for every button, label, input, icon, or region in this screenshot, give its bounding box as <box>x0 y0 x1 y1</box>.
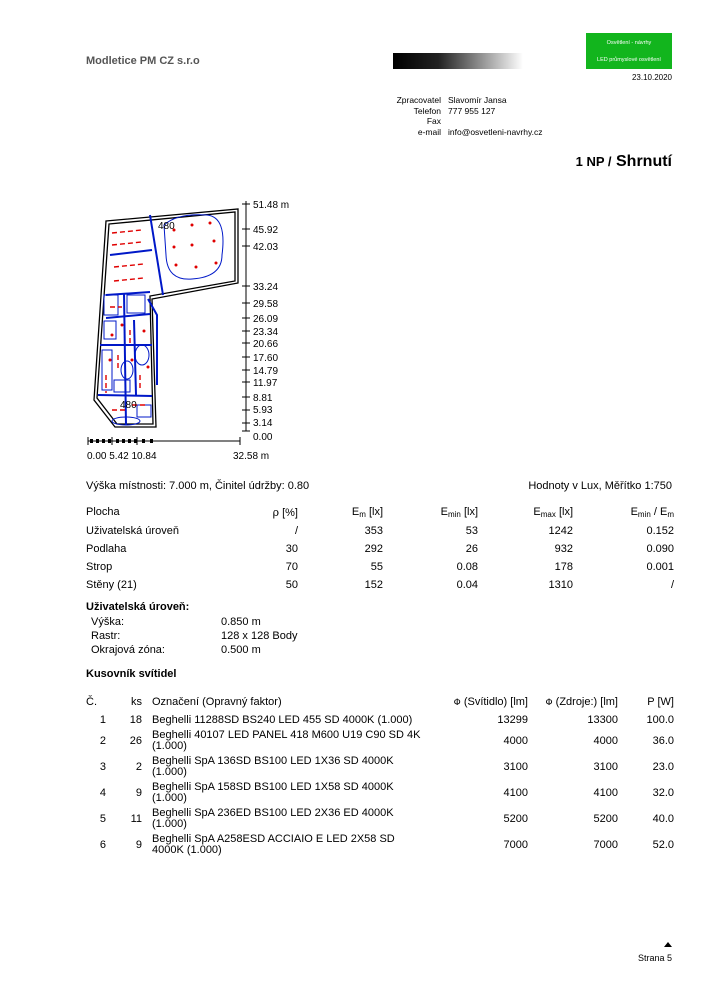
emin-sub: min <box>447 509 461 519</box>
col-em <box>298 502 383 522</box>
cell-zdroje: 5200 <box>593 813 618 825</box>
table-row <box>86 806 674 832</box>
page-title-main: Shrnutí <box>616 153 672 170</box>
em-symbol: E <box>351 505 360 518</box>
col-rho <box>236 502 298 522</box>
cell-ratio: 0.152 <box>646 525 674 537</box>
page-number: Strana 5 <box>637 953 672 963</box>
user-level-row <box>91 643 297 657</box>
results-header-row <box>86 502 674 522</box>
svitidlo-label: (Svítidlo) [lm] <box>463 696 528 708</box>
user-level-value: 0.850 m <box>221 616 261 628</box>
cell-rho: 70 <box>285 561 298 573</box>
vscale-label: 17.60 <box>253 353 279 364</box>
scroll-up-icon[interactable] <box>664 942 672 947</box>
emax-sub: max <box>540 509 556 519</box>
header-gradient-bar <box>393 53 523 69</box>
col-ratio <box>573 502 674 522</box>
zdroje-label: (Zdroje:) [lm] <box>555 696 618 708</box>
user-level-row <box>91 615 297 629</box>
cell-rho: 50 <box>285 579 298 591</box>
col-zdroje <box>528 692 618 712</box>
user-level-label: Rastr: <box>91 630 121 642</box>
cell-name: Beghelli SpA 136SD BS100 LED 1X36 SD 4000K (1.000) <box>152 755 394 778</box>
page-title <box>576 153 672 171</box>
cell-ks: 9 <box>135 839 142 851</box>
page-title-prefix: 1 NP / <box>575 154 612 169</box>
cell-name: Stěny (21) <box>86 579 137 591</box>
col-name: Označení (Opravný faktor) <box>152 696 282 708</box>
hscale-right-label: 32.58 m <box>233 451 270 462</box>
cell-name: Strop <box>86 561 113 573</box>
cell-svitidlo: 4100 <box>503 787 528 799</box>
cell-c: 6 <box>99 839 106 851</box>
floor-plan <box>82 195 312 465</box>
cell-svitidlo: 4000 <box>503 735 528 747</box>
contact-block <box>384 95 542 137</box>
user-level-label: Okrajová zóna: <box>91 644 165 656</box>
cell-svitidlo: 13299 <box>497 714 528 726</box>
cell-c: 1 <box>99 714 106 726</box>
cell-emin: 26 <box>465 543 478 555</box>
emax-unit: [lx] <box>558 505 573 518</box>
vscale-label: 0.00 <box>253 432 273 443</box>
cell-em: 292 <box>364 543 383 555</box>
vscale-label: 51.48 m <box>253 200 290 211</box>
vscale-label: 42.03 <box>253 242 279 253</box>
cell-p: 36.0 <box>652 735 674 747</box>
emax-symbol: E <box>533 505 541 518</box>
results-table <box>86 502 674 594</box>
table-row <box>86 780 674 806</box>
cell-p: 52.0 <box>652 839 674 851</box>
table-row <box>86 558 674 576</box>
vscale-label: 23.34 <box>253 327 279 338</box>
cell-name: Beghelli 11288SD BS240 LED 455 SD 4000K (1.000) <box>152 713 413 726</box>
cell-em: 152 <box>364 579 383 591</box>
ratio-sub-a: min <box>637 509 651 519</box>
cell-zdroje: 4000 <box>593 735 618 747</box>
contact-row-phone <box>384 106 542 117</box>
table-row <box>86 522 674 540</box>
luminaires-heading: Kusovník svítidel <box>86 668 177 680</box>
emin-unit: [lx] <box>463 505 478 518</box>
cell-ks: 2 <box>135 761 142 773</box>
cell-zdroje: 7000 <box>593 839 618 851</box>
cell-svitidlo: 5200 <box>503 813 528 825</box>
emin-symbol: E <box>440 505 448 518</box>
col-svitidlo <box>428 692 528 712</box>
vscale-label: 11.97 <box>253 378 278 389</box>
table-row <box>86 712 674 728</box>
user-level-info <box>91 615 297 657</box>
vertical-scale <box>242 201 250 431</box>
plan-height-label: 480 <box>120 400 137 411</box>
room-info: Výška místnosti: 7.000 m, Činitel údržby: 0.80 <box>86 480 310 492</box>
cell-emin: 0.08 <box>456 561 478 573</box>
cell-ks: 9 <box>135 787 142 799</box>
company-name: Modletice PM CZ s.r.o <box>86 55 200 67</box>
vscale-label: 8.81 <box>253 393 273 404</box>
cell-emax: 932 <box>554 543 573 555</box>
cell-c: 2 <box>99 735 106 747</box>
cell-rho: 30 <box>285 543 298 555</box>
cell-name: Beghelli SpA 236ED BS100 LED 2X36 ED 4000K (1.000) <box>152 807 394 830</box>
cell-name: Beghelli 40107 LED PANEL 418 M600 U19 C90 SD 4K (1.000) <box>152 729 421 752</box>
vscale-label: 45.92 <box>253 225 279 236</box>
cell-rho: / <box>294 525 298 537</box>
col-plocha: Plocha <box>86 506 120 518</box>
user-level-heading: Uživatelská úroveň: <box>86 601 190 613</box>
cell-svitidlo: 3100 <box>503 761 528 773</box>
cell-emax: 178 <box>554 561 573 573</box>
report-date: 23.10.2020 <box>631 73 672 82</box>
vscale-label: 29.58 <box>253 299 279 310</box>
cell-ratio: 0.001 <box>646 561 674 573</box>
col-c: Č. <box>86 696 97 708</box>
vscale-label: 5.93 <box>253 405 273 416</box>
luminaires-header-row <box>86 692 674 712</box>
em-unit: [lx] <box>368 505 383 518</box>
cell-ks: 18 <box>129 714 142 726</box>
luminaires-table <box>86 692 674 858</box>
phi-icon: Φ <box>545 698 553 708</box>
cell-c: 4 <box>99 787 106 799</box>
em-sub: m <box>359 509 366 519</box>
cell-emin: 0.04 <box>456 579 478 591</box>
contact-row-author <box>384 95 542 106</box>
units-info: Hodnoty v Lux, Měřítko 1:750 <box>528 480 672 492</box>
vscale-label: 26.09 <box>253 314 279 325</box>
user-level-value: 0.500 m <box>221 644 261 656</box>
cell-p: 40.0 <box>652 813 674 825</box>
cell-c: 5 <box>99 813 106 825</box>
cell-p: 23.0 <box>652 761 674 773</box>
cell-zdroje: 3100 <box>593 761 618 773</box>
contact-row-fax <box>384 116 542 127</box>
cell-name: Podlaha <box>86 543 127 555</box>
table-row <box>86 728 674 754</box>
vscale-label: 3.14 <box>253 418 273 429</box>
cell-name: Uživatelská úroveň <box>86 525 179 537</box>
cell-c: 3 <box>99 761 106 773</box>
plan-room-details <box>102 215 223 425</box>
cell-zdroje: 4100 <box>593 787 618 799</box>
vscale-label: 33.24 <box>253 282 279 293</box>
cell-ks: 26 <box>129 735 142 747</box>
cell-emax: 1310 <box>548 579 573 591</box>
ratio-sub-b: m <box>667 509 674 519</box>
plan-height-label: 480 <box>158 221 175 232</box>
cell-emax: 1242 <box>548 525 573 537</box>
cell-em: 55 <box>370 561 383 573</box>
col-emin <box>383 502 478 522</box>
cell-zdroje: 13300 <box>587 714 618 726</box>
contact-email-link[interactable]: info@osvetleni-navrhy.cz <box>448 126 543 137</box>
cell-ratio: 0.090 <box>646 543 674 555</box>
vertical-scale-labels <box>253 200 289 443</box>
cell-ks: 11 <box>130 813 142 825</box>
col-emax <box>478 502 573 522</box>
col-p: P [W] <box>647 696 674 708</box>
hscale-left-label: 0.00 5.42 10.84 <box>87 451 157 462</box>
logo-line-2: LED průmyslové osvětlení <box>597 57 661 63</box>
ratio-sep: / E <box>650 505 668 518</box>
contact-label: Zpracovatel <box>396 95 441 105</box>
cell-p: 100.0 <box>646 714 674 726</box>
ratio-symbol-a: E <box>630 505 638 518</box>
cell-ratio: / <box>670 579 674 591</box>
company-logo <box>586 33 672 69</box>
cell-name: Beghelli SpA 158SD BS100 LED 1X58 SD 4000K (1.000) <box>152 781 394 804</box>
table-row <box>86 540 674 558</box>
cell-emin: 53 <box>465 525 478 537</box>
rho-unit: [%] <box>282 506 298 519</box>
user-level-row <box>91 629 297 643</box>
vscale-label: 20.66 <box>253 339 279 350</box>
contact-row-email <box>384 127 542 138</box>
contact-value: Slavomír Jansa <box>448 95 507 105</box>
table-row <box>86 754 674 780</box>
rho-symbol: ρ <box>272 505 280 519</box>
user-level-label: Výška: <box>91 616 125 628</box>
contact-label: Fax <box>426 116 441 126</box>
cell-svitidlo: 7000 <box>503 839 528 851</box>
cell-p: 32.0 <box>652 787 674 799</box>
logo-line-1: Osvětlení - návrhy <box>606 40 652 46</box>
table-row <box>86 832 674 858</box>
contact-value: 777 955 127 <box>448 105 496 116</box>
vscale-label: 14.79 <box>253 366 279 377</box>
col-ks: ks <box>131 696 142 708</box>
cell-em: 353 <box>364 525 383 537</box>
contact-label: Telefon <box>413 105 441 116</box>
table-row <box>86 576 674 594</box>
contact-label: e-mail <box>417 126 441 137</box>
cell-name: Beghelli SpA A258ESD ACCIAIO E LED 2X58 SD 4000K (1.000) <box>152 833 395 856</box>
phi-icon: Φ <box>453 698 461 708</box>
user-level-value: 128 x 128 Body <box>221 630 298 642</box>
